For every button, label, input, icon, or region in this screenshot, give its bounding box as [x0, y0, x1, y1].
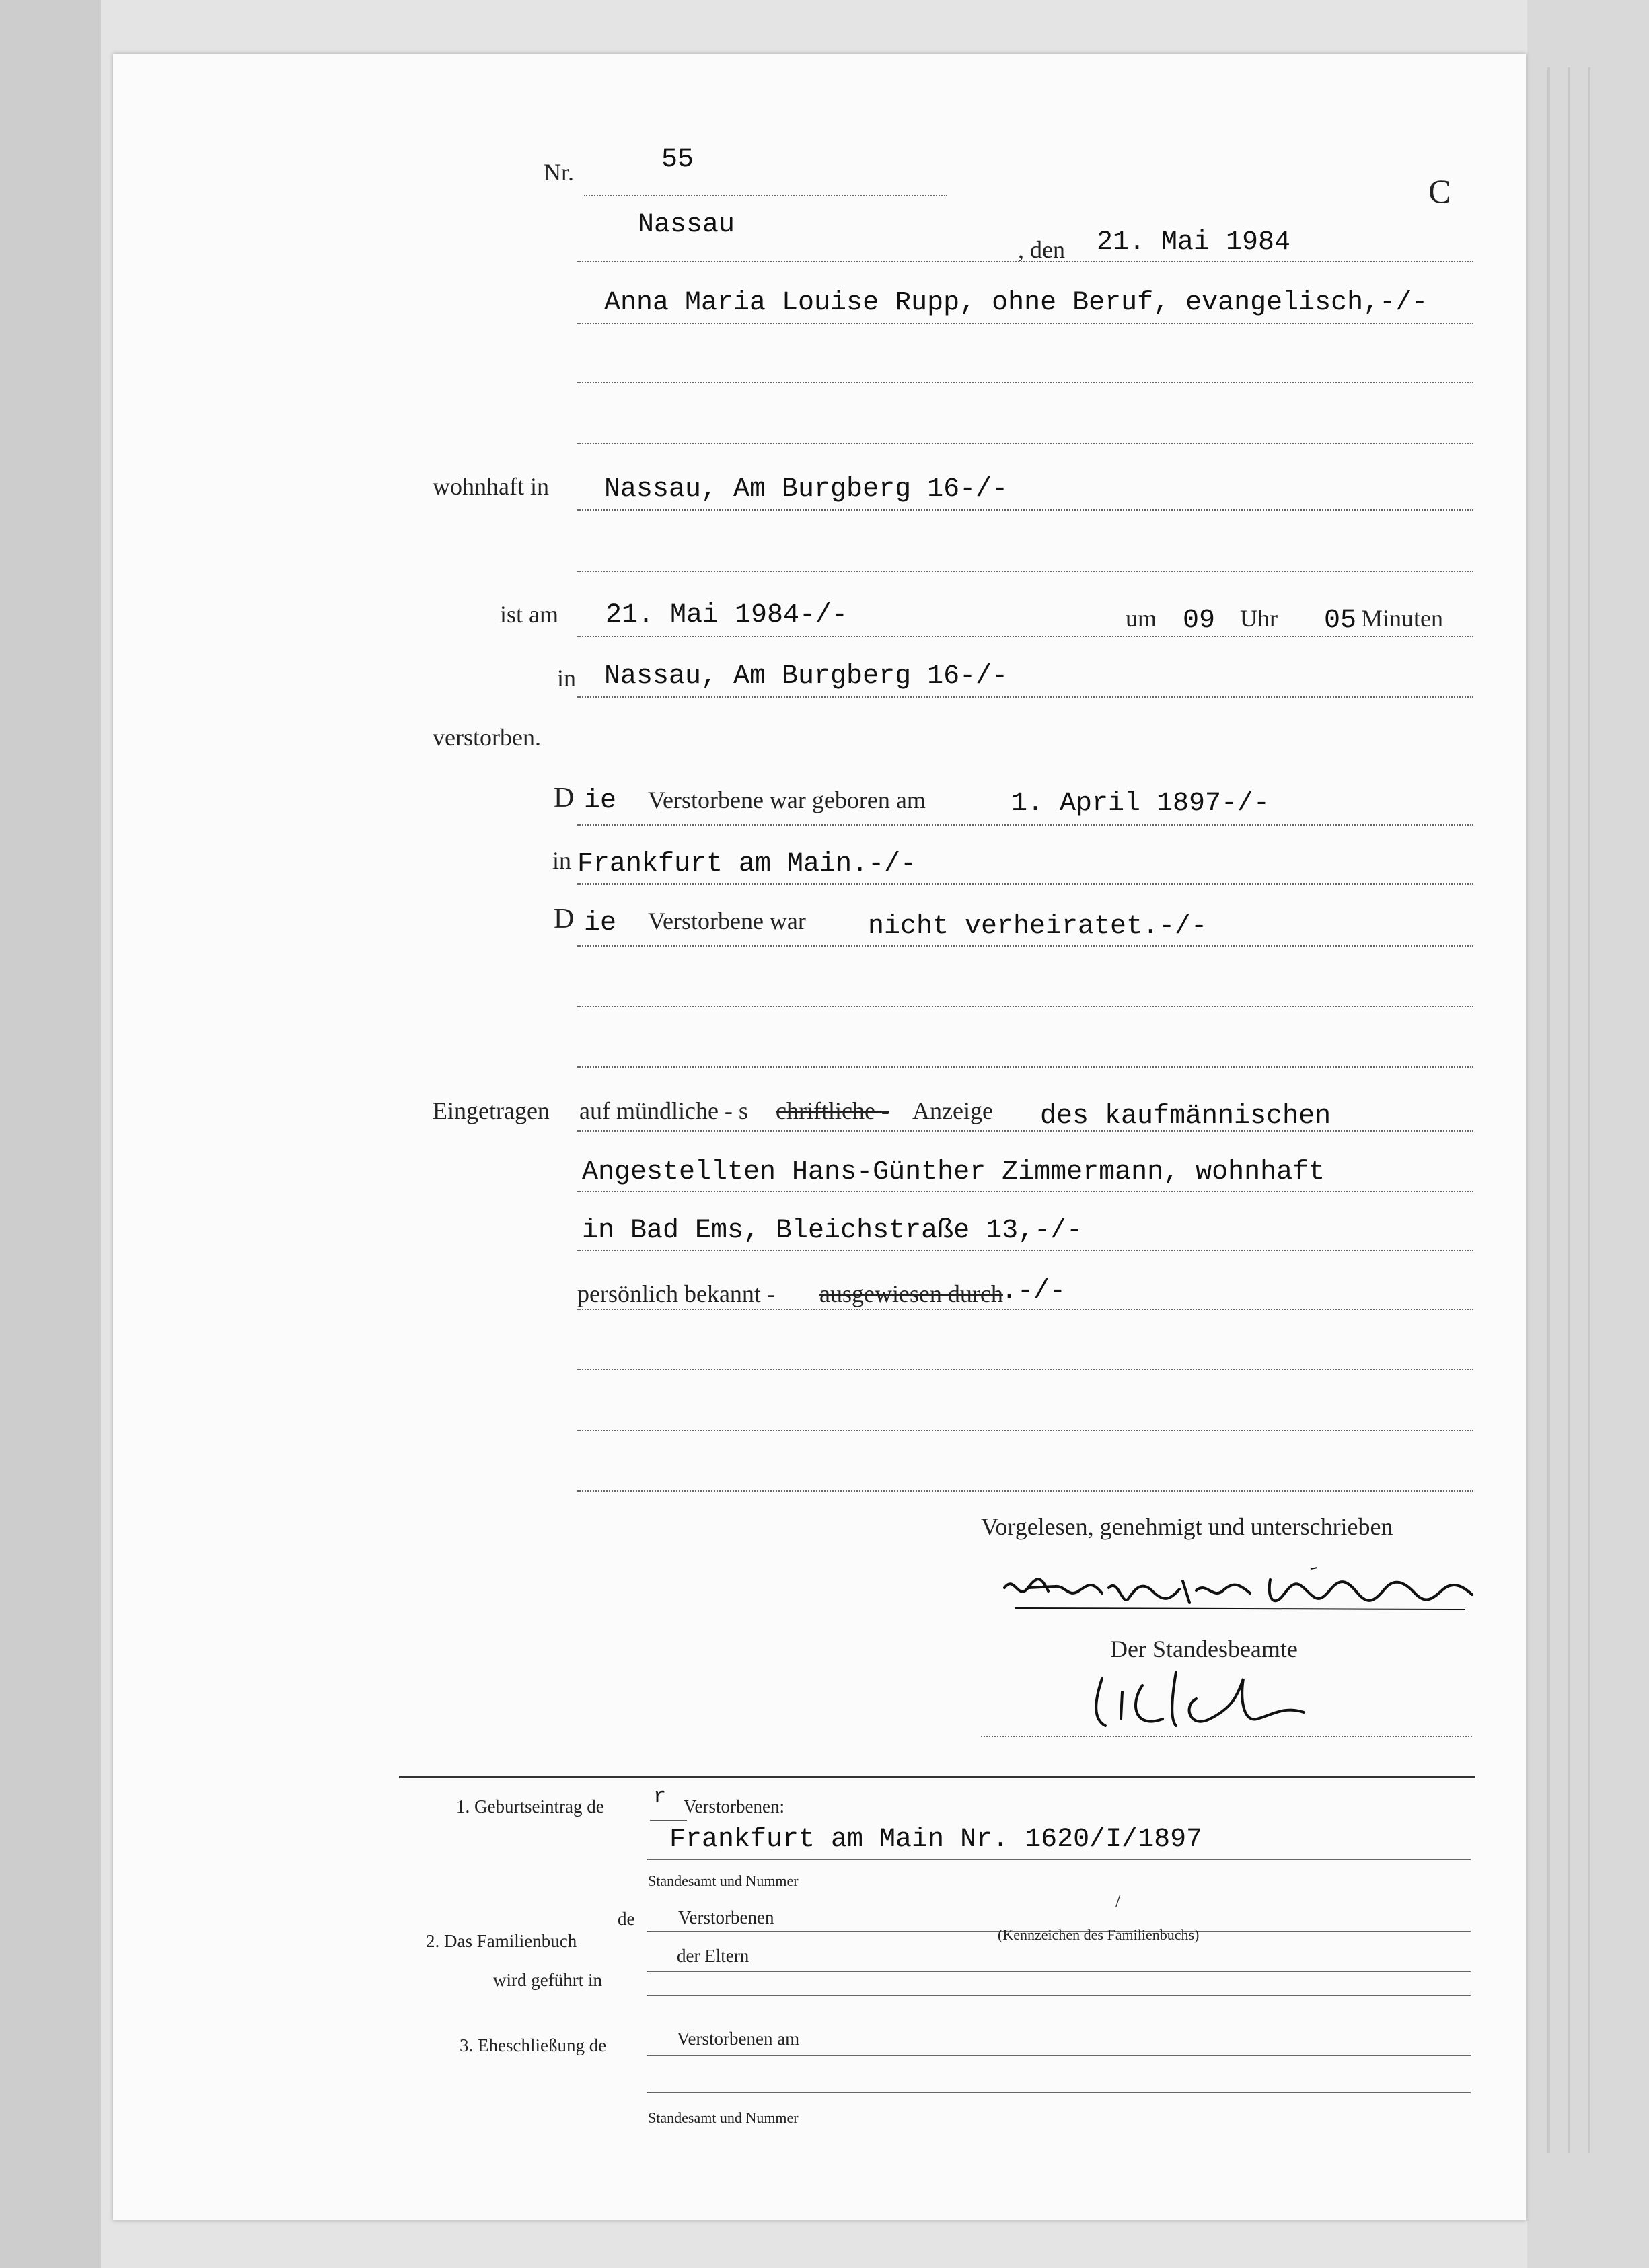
- residence: Nassau, Am Burgberg 16-/-: [604, 474, 1009, 505]
- anzeige-label: Anzeige: [912, 1097, 993, 1124]
- ist-am-label: ist am: [500, 601, 558, 628]
- footer-item2-de: de: [618, 1909, 635, 1929]
- book-spine-left: [0, 0, 101, 2268]
- register-page: [113, 54, 1526, 2220]
- registration-place: Nassau: [638, 210, 735, 240]
- death-date: 21. Mai 1984-/-: [606, 600, 848, 630]
- registrar-signature-line: [981, 1736, 1472, 1737]
- item2-line-2: [647, 1971, 1471, 1972]
- footer-item3-suffix: Verstorbenen am: [677, 2028, 800, 2049]
- born-label: Verstorbene war geboren am: [648, 787, 926, 813]
- registration-date: 21. Mai 1984: [1097, 227, 1291, 258]
- report-line-3: in Bad Ems, Bleichstraße 13,-/-: [582, 1216, 1083, 1246]
- blank-line-2: [577, 1430, 1473, 1431]
- report-line-1: des kaufmännischen: [1040, 1101, 1331, 1132]
- item1-line: [647, 1859, 1471, 1860]
- death-place-line: [577, 696, 1473, 698]
- status-line-3: [577, 1066, 1473, 1068]
- item3-line: [647, 2055, 1471, 2056]
- birth-date: 1. April 1897-/-: [1011, 789, 1270, 819]
- d-suffix: ie: [584, 786, 617, 816]
- footer-item2-slash: /: [1115, 1891, 1121, 1911]
- place-date-line: [577, 261, 1473, 262]
- death-place: Nassau, Am Burgberg 16-/-: [604, 661, 1009, 692]
- wohnhaft-label: wohnhaft in: [433, 473, 549, 500]
- blank-line-3: [577, 1490, 1473, 1492]
- footer-item2-gefuehrt: wird geführt in: [493, 1970, 602, 1990]
- d-prefix-2: D: [554, 904, 575, 935]
- nr-line: [584, 195, 947, 196]
- residence-line: [577, 509, 1473, 511]
- in-label: in: [557, 665, 577, 692]
- vorgelesen-label: Vorgelesen, genehmigt und unterschrieben: [981, 1513, 1393, 1540]
- uhr-label: Uhr: [1240, 605, 1278, 632]
- footer-item1-r: r: [653, 1784, 667, 1809]
- birth-in-label: in: [552, 847, 572, 874]
- corner-letter: C: [1428, 172, 1451, 210]
- birth-place-line: [577, 883, 1473, 885]
- standesamt-nummer-label-2: Standesamt und Nummer: [648, 2109, 799, 2126]
- person-line-2: [577, 382, 1473, 383]
- deceased-person: Anna Maria Louise Rupp, ohne Beruf, evangelisch,-/-: [604, 288, 1428, 318]
- bekannt-suffix: .-/-: [1001, 1276, 1066, 1307]
- muendlich-label: auf mündliche - s: [579, 1097, 748, 1124]
- report-underline-2: [577, 1191, 1473, 1192]
- page-edge: [1568, 67, 1570, 2153]
- um-label: um: [1126, 605, 1157, 632]
- marital-status: nicht verheiratet.-/-: [868, 912, 1208, 942]
- schriftliche-struck: chriftliche -: [776, 1097, 889, 1124]
- item1-r-underline: [650, 1820, 687, 1821]
- status-label: Verstorbene war: [648, 908, 806, 935]
- birth-date-line: [577, 824, 1473, 826]
- birth-place: Frankfurt am Main.-/-: [577, 849, 917, 879]
- footer-birth-registry: Frankfurt am Main Nr. 1620/I/1897: [669, 1825, 1203, 1855]
- bekannt-label: persönlich bekannt -: [577, 1280, 775, 1307]
- informant-signature: [1001, 1561, 1486, 1621]
- footer-item1-label: 1. Geburtseintrag de: [456, 1796, 604, 1817]
- death-date-line: [577, 636, 1473, 637]
- report-underline-1: [577, 1130, 1473, 1132]
- footer-item2-eltern: der Eltern: [677, 1946, 749, 1966]
- report-line-2: Angestellten Hans-Günther Zimmermann, wohnhaft: [582, 1157, 1325, 1187]
- footer-divider: [399, 1776, 1475, 1778]
- bekannt-line: [577, 1309, 1473, 1310]
- entry-number: 55: [661, 145, 694, 175]
- minuten-label: Minuten: [1361, 605, 1443, 632]
- item3-line-2: [647, 2092, 1471, 2093]
- footer-item1-suffix: Verstorbenen:: [684, 1796, 784, 1817]
- verstorben-label: verstorben.: [433, 724, 541, 751]
- page-edge: [1547, 67, 1550, 2153]
- footer-item3-label: 3. Eheschließung de: [460, 2035, 607, 2055]
- ausgewiesen-struck: ausgewiesen durch: [819, 1280, 1003, 1307]
- footer-item2-verstorbenen: Verstorbenen: [678, 1907, 774, 1928]
- kennzeichen-label: (Kennzeichen des Familienbuchs): [998, 1926, 1200, 1943]
- d-prefix: D: [554, 782, 575, 813]
- item2-line-3: [647, 1995, 1471, 1996]
- blank-line-1: [577, 1369, 1473, 1370]
- standesbeamte-label: Der Standesbeamte: [1110, 1636, 1298, 1662]
- death-minute: 05: [1324, 606, 1357, 636]
- person-line-1: [577, 323, 1473, 324]
- nr-label: Nr.: [544, 159, 574, 186]
- person-line-3: [577, 443, 1473, 444]
- registrar-signature: [1082, 1665, 1324, 1739]
- death-hour: 09: [1183, 606, 1216, 636]
- status-line: [577, 945, 1473, 947]
- report-underline-3: [577, 1250, 1473, 1251]
- den-label: , den: [1018, 236, 1065, 263]
- d-suffix-2: ie: [584, 908, 617, 939]
- residence-line-2: [577, 571, 1473, 572]
- page-edge: [1588, 67, 1590, 2153]
- status-line-2: [577, 1006, 1473, 1007]
- standesamt-nummer-label: Standesamt und Nummer: [648, 1872, 799, 1889]
- footer-item2-label: 2. Das Familienbuch: [426, 1931, 577, 1951]
- eingetragen-label: Eingetragen: [433, 1097, 550, 1124]
